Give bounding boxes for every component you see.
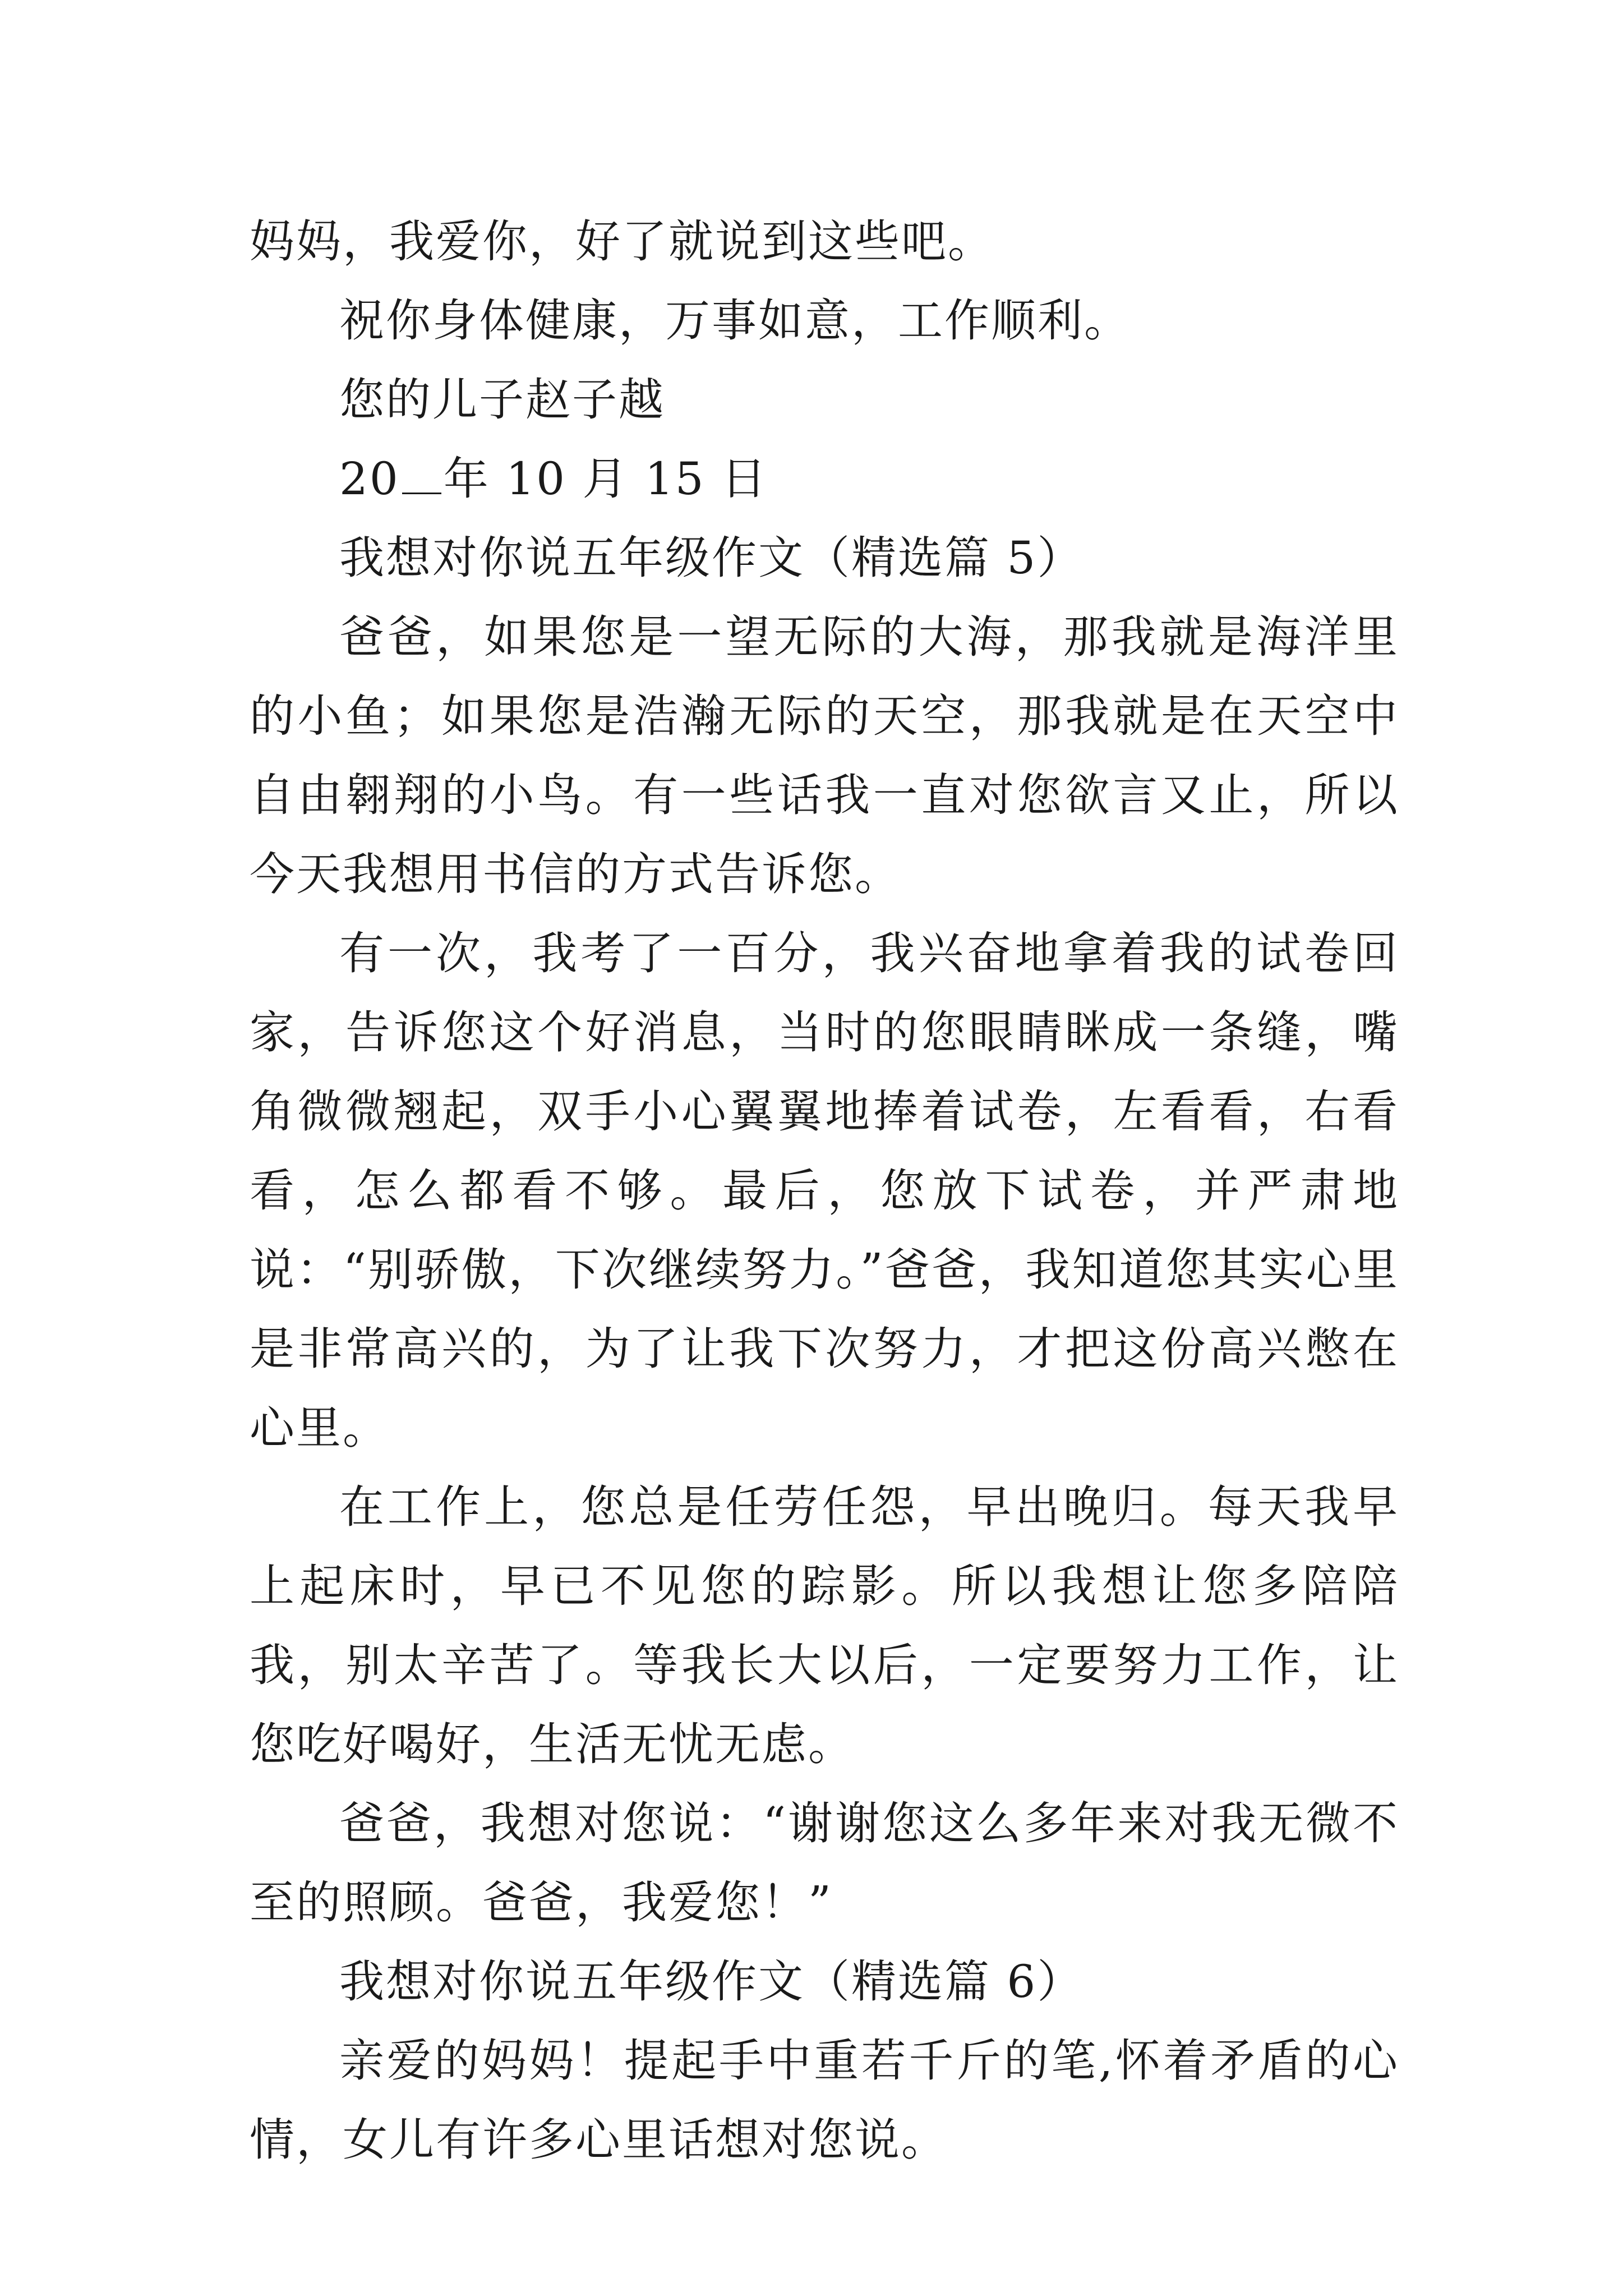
paragraph: 妈妈，我爱你，好了就说到这些吧。 xyxy=(250,215,994,268)
paragraph: 有一次，我考了一百分，我兴奋地拿着我的试卷回家，告诉您这个好消息，当时的您眼睛眯成一条缝，嘴角微微翘起，双手小心翼翼地捧着试卷，左看看，右看看，怎么都看不够。最后，您放下试卷，并严肃地说：“别骄傲，下次继续努力。”爸爸，我知道您其实心里是非常高兴的，为了让我下次努力，才把这份高兴憋在心里。 xyxy=(250,927,1399,1454)
date-rest: 年 10 月 15 日 xyxy=(443,453,768,505)
section-heading: 我想对你说五年级作文（精选篇 6） xyxy=(339,1955,1084,2008)
paragraph: 在工作上，您总是任劳任怨，早出晚归。每天我早上起床时，早已不见您的踪影。所以我想让您多陪陪我，别太辛苦了。等我长大以后，一定要努力工作，让您吃好喝好，生活无忧无虑。 xyxy=(250,1481,1399,1770)
date-line xyxy=(250,439,1399,518)
paragraph: 祝你身体健康，万事如意，工作顺利。 xyxy=(339,295,1131,347)
document-body xyxy=(250,202,1399,2179)
date-year-prefix: 20 xyxy=(339,453,400,505)
signature-line: 您的儿子赵子越 xyxy=(339,374,665,426)
paragraph: 亲爱的妈妈！提起手中重若千斤的笔,怀着矛盾的心情，女儿有许多心里话想对您说。 xyxy=(250,2035,1399,2166)
blank-underline xyxy=(402,455,441,494)
section-heading: 我想对你说五年级作文（精选篇 5） xyxy=(339,532,1084,584)
paragraph: 爸爸，如果您是一望无际的大海，那我就是海洋里的小鱼；如果您是浩瀚无际的天空，那我就是在天空中自由翱翔的小鸟。有一些话我一直对您欲言又止，所以今天我想用书信的方式告诉您。 xyxy=(250,611,1399,900)
paragraph: 爸爸，我想对您说：“谢谢您这么多年来对我无微不至的照顾。爸爸，我爱您！” xyxy=(250,1797,1399,1929)
